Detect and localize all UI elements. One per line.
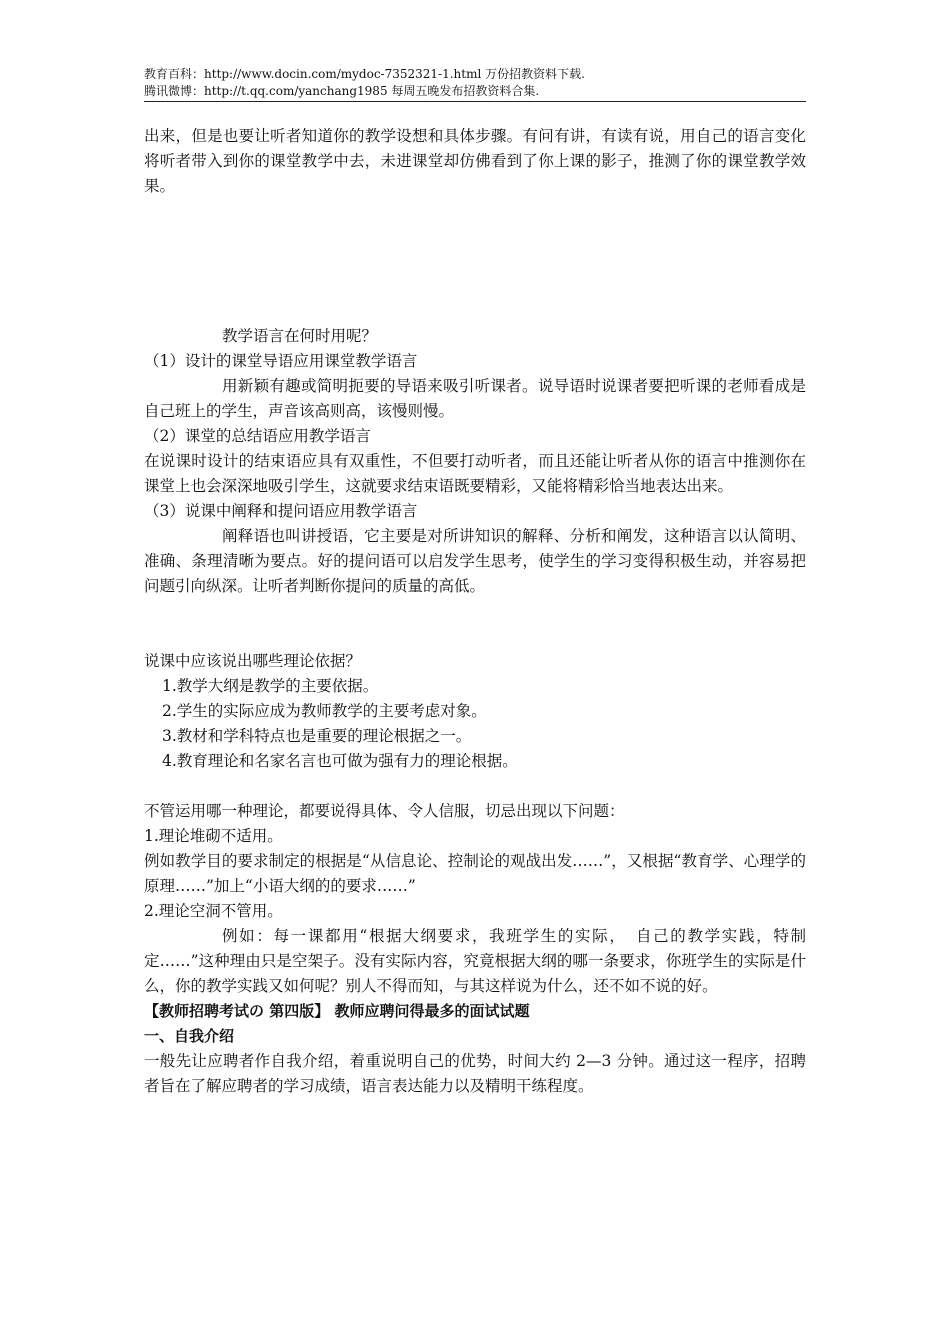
theory-item-2: 2.学生的实际应成为教师教学的主要考虑对象。	[162, 702, 487, 720]
header-line-weibo: 腾讯微博：http://t.qq.com/yanchang1985 每周五晚发布招教资料合集.	[144, 84, 540, 98]
section-title: 【教师招聘考试の 第四版】 教师应聘问得最多的面试试题	[144, 1002, 530, 1020]
spacer	[144, 774, 806, 799]
theory-item-4: 4.教育理论和名家名言也可做为强有力的理论根据。	[162, 752, 518, 770]
problem-1: 1.理论堆砌不适用。	[144, 827, 283, 845]
section-heading-self-intro: 一、自我介绍	[144, 1027, 235, 1045]
theory-item-1: 1.教学大纲是教学的主要依据。	[162, 677, 379, 695]
item2-text: 在说课时设计的结束语应具有双重性，不但要打动听者，而且还能让听者从你的语言中推测你在课堂上也会深深地吸引学生，这就要求结束语既要精彩，又能将精彩恰当地表达出来。	[144, 452, 806, 495]
problem-1-example: 例如教学目的要求制定的根据是“从信息论、控制论的观战出发……”，又根据“教育学、心理学的原理……”加上“小语大纲的的要求……”	[144, 852, 806, 895]
item1-title: （1）设计的课堂导语应用课堂教学语言	[144, 352, 418, 370]
problem-2-example: 例如：每一课都用“根据大纲要求，我班学生的实际， 自己的教学实践，特制定……”这种理由只是空架子。没有实际内容，究竟根据大纲的哪一条要求，你班学生的实际是什么，你的教学实践又如何呢？别人不得而知，与其这样说为什么，还不如不说的好。	[144, 927, 806, 995]
question-when: 教学语言在何时用呢？	[222, 327, 378, 345]
paragraph-problems: 不管运用哪一种理论，都要说得具体、令人信服，切忌出现以下问题：	[144, 802, 625, 820]
document-body	[144, 124, 806, 1099]
problem-2: 2.理论空洞不管用。	[144, 902, 283, 920]
spacer	[144, 199, 806, 324]
theory-item-3: 3.教材和学科特点也是重要的理论根据之一。	[162, 727, 472, 745]
item3-title: （3）说课中阐释和提问语应用教学语言	[144, 502, 418, 520]
item2-title: （2）课堂的总结语应用教学语言	[144, 427, 371, 445]
header-line-docin: 教育百科：http://www.docin.com/mydoc-7352321-1.html 万份招教资料下载.	[144, 67, 585, 81]
item1-text: 用新颖有趣或简明扼要的导语来吸引听课者。说导语时说课者要把听课的老师看成是自己班上的学生，声音该高则高，该慢则慢。	[144, 377, 806, 420]
question-theory: 说课中应该说出哪些理论依据？	[144, 652, 362, 670]
paragraph-self-intro: 一般先让应聘者作自我介绍，着重说明自己的优势，时间大约 2—3 分钟。通过这一程序，招聘者旨在了解应聘者的学习成绩，语言表达能力以及精明干练程度。	[144, 1052, 806, 1095]
paragraph-intro: 出来，但是也要让听者知道你的教学设想和具体步骤。有问有讲，有读有说，用自己的语言变化将听者带入到你的课堂教学中去，未进课堂却仿佛看到了你上课的影子，推测了你的课堂教学效果。	[144, 127, 806, 195]
item3-text: 阐释语也叫讲授语，它主要是对所讲知识的解释、分析和阐发，这种语言以认简明、准确、条理清晰为要点。好的提问语可以启发学生思考，使学生的学习变得积极生动，并容易把问题引向纵深。让听者判断你提问的质量的高低。	[144, 527, 806, 595]
page-header	[144, 66, 806, 102]
spacer	[144, 599, 806, 649]
